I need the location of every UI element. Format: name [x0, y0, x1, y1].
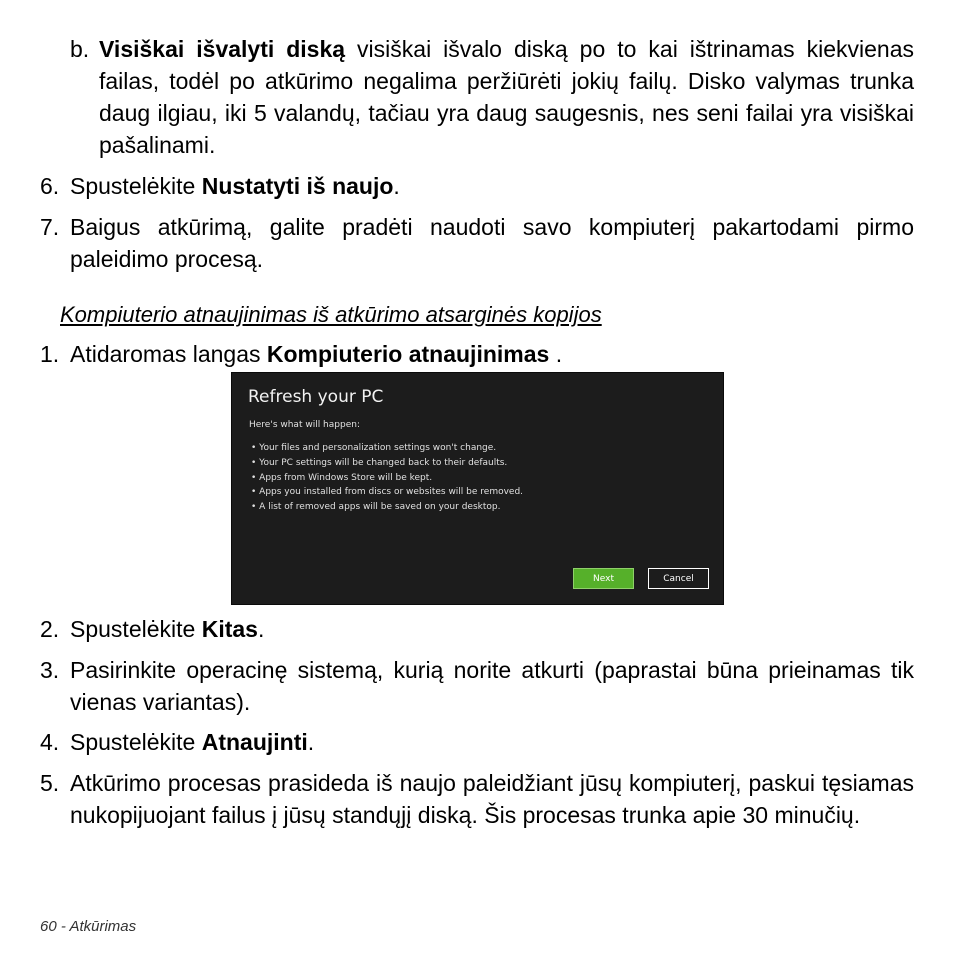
- item-b-bold: Visiškai išvalyti diską: [99, 36, 346, 62]
- item-b-body: visiškai išvalo diską po to kai ištrinamas kiekvienas failas, todėl po atkūrimo negalima peržiūrėti jokių failų. Disko valymas trunka daug ilgiau, iki 5 valandų, tačiau yra daug saugesnis, nes seni failai yra visiškai pašalinami.: [99, 36, 914, 158]
- step-6-text: [70, 170, 914, 202]
- step-4-pre: Spustelėkite: [70, 729, 202, 755]
- step-7-text: Baigus atkūrimą, galite pradėti naudoti savo kompiuterį pakartodami pirmo paleidimo procesą.: [70, 214, 914, 272]
- step-2-bold: Kitas: [201, 616, 258, 642]
- step-6-post: .: [393, 173, 400, 199]
- step-7-number: 7.: [40, 214, 60, 240]
- step-4-post: .: [307, 729, 315, 755]
- refresh-pc-item: • Your files and personalization settings won't change.: [251, 441, 523, 456]
- step-1-text: [70, 338, 914, 370]
- step-6-number: 6.: [40, 173, 60, 199]
- refresh-pc-item: • Your PC settings will be changed back to their defaults.: [251, 456, 523, 471]
- refresh-pc-title: Refresh your PC: [248, 387, 384, 407]
- step-5-text: Atkūrimo procesas prasideda iš naujo paleidžiant jūsų kompiuterį, paskui tęsiamas nukopijuojant failus į jūsų standųjį diską. Šis procesas trunka apie 30 minučių.: [70, 770, 914, 828]
- step-1-number: 1.: [40, 341, 60, 367]
- refresh-pc-screenshot: [231, 372, 724, 605]
- step-1-post: .: [549, 341, 563, 367]
- step-3-text: Pasirinkite operacinę sistemą, kurią norite atkurti (paprastai būna prieinamas tik vienas variantas).: [70, 657, 914, 715]
- refresh-pc-subtitle: Here's what will happen:: [249, 420, 360, 430]
- step-4-number: 4.: [40, 729, 60, 755]
- step-2-pre: Spustelėkite: [70, 616, 202, 642]
- item-b-text: [99, 33, 914, 161]
- step-2-post: .: [257, 616, 265, 642]
- refresh-pc-item: • Apps you installed from discs or websites will be removed.: [251, 485, 523, 500]
- refresh-pc-item: • A list of removed apps will be saved on your desktop.: [251, 500, 523, 515]
- step-3-number: 3.: [40, 657, 60, 683]
- step-5-number: 5.: [40, 770, 60, 796]
- section-heading: Kompiuterio atnaujinimas iš atkūrimo atsarginės kopijos: [60, 302, 602, 327]
- step-6-bold: Nustatyti iš naujo: [201, 173, 394, 199]
- cancel-button[interactable]: Cancel: [648, 568, 709, 589]
- step-2-text: [70, 613, 914, 645]
- item-b-marker: b.: [70, 36, 90, 62]
- step-1-pre: Atidaromas langas: [70, 341, 267, 367]
- step-6-pre: Spustelėkite: [70, 173, 202, 199]
- next-button[interactable]: Next: [573, 568, 634, 589]
- page-footer: 60 - Atkūrimas: [40, 918, 137, 935]
- refresh-pc-list: [251, 441, 523, 515]
- step-2-number: 2.: [40, 616, 60, 642]
- step-4-bold: Atnaujinti: [201, 729, 308, 755]
- step-4-text: [70, 726, 914, 758]
- refresh-pc-item: • Apps from Windows Store will be kept.: [251, 471, 523, 486]
- step-1-bold: Kompiuterio atnaujinimas: [266, 341, 550, 367]
